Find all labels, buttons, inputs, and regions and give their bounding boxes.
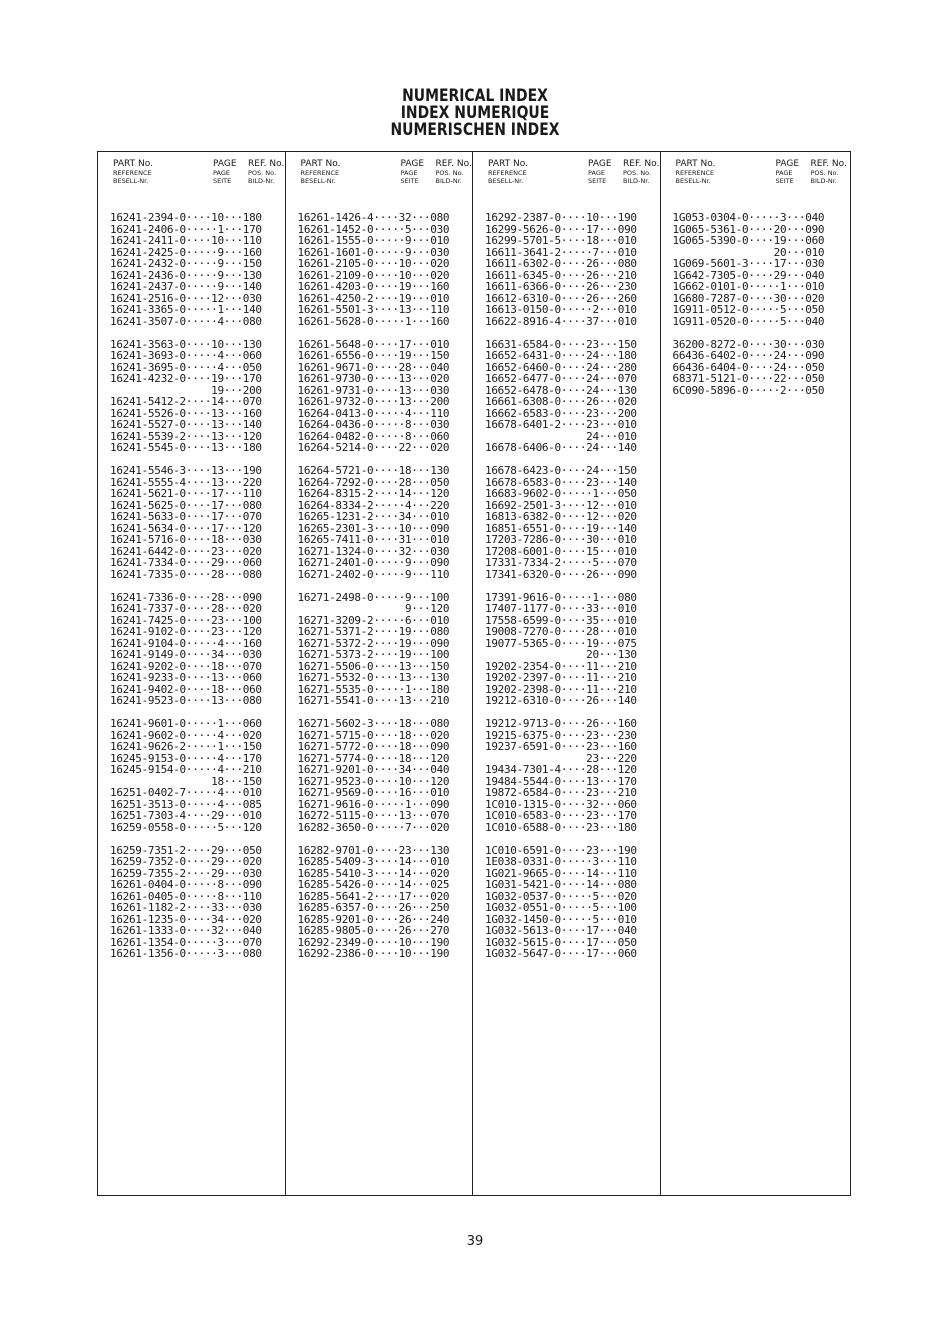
index-entry: 16241-3695-0·····4···050	[110, 360, 262, 374]
index-entry: 16271-1324-0····32···030	[297, 544, 450, 558]
index-entry: 16261-1426-4····32···080	[297, 211, 450, 224]
index-entry: 16613-0150-0·····2···010	[485, 303, 637, 316]
index-entry: 16241-9626-2·····1···150	[110, 740, 262, 753]
index-entry: 16264-8334-2·····4···220	[297, 498, 450, 512]
header-ref-no-line: POS. No.	[810, 169, 839, 177]
index-entry: 16251-0402-7·····4···010	[110, 786, 262, 799]
index-entry: 16241-7337-0····28···020	[110, 602, 262, 615]
index-entry: 16245-9153-0·····4···170	[110, 751, 262, 765]
page-number: 39	[466, 1234, 484, 1249]
header-part-no	[676, 159, 766, 185]
index-entry: 16261-9730-0····13···020	[297, 372, 450, 385]
header-part-no-line: BESELL-Nr.	[488, 177, 524, 185]
index-entry: 16285-5410-3····14···020	[297, 866, 450, 880]
header-part-no-line: BESELL-Nr.	[113, 177, 149, 185]
index-entry: 16683-9602-0·····1···050	[485, 487, 637, 500]
index-entry: 16285-6357-0····26···250	[297, 901, 450, 914]
index-entry: 17208-6001-0····15···010	[485, 544, 637, 558]
index-entry: 16292-2349-0····10···190	[297, 935, 450, 949]
index-entry: 16261-6556-0····19···150	[297, 349, 450, 362]
index-entry: 16285-5409-3····14···010	[297, 855, 450, 868]
index-entry: 16241-2425-0·····9···160	[110, 245, 262, 259]
header-ref-no-line: REF. No.	[810, 159, 847, 169]
index-entry: 16272-5115-0····13···070	[297, 809, 450, 822]
index-entry: 66436-6404-0····24···050	[672, 360, 825, 374]
header-ref-no-line: BILD-Nr.	[435, 177, 462, 185]
index-entry: 16241-5633-0····17···070	[110, 510, 262, 523]
header-ref-no-line: REF. No.	[435, 159, 472, 169]
index-entry: 1G032-0537-0·····5···020	[485, 889, 637, 903]
index-entry: 1G065-5390-0····19···060	[672, 234, 825, 247]
header-ref-no-line: REF. No.	[248, 159, 285, 169]
index-entry: 16261-0405-0·····8···110	[110, 889, 262, 903]
index-entry: 16261-0404-0·····8···090	[110, 878, 262, 891]
header-page-line: SEITE	[213, 177, 232, 185]
index-entry: 16241-2437-0·····9···140	[110, 280, 262, 293]
index-entry: 16271-9616-0·····1···090	[297, 797, 450, 811]
index-entry: 16261-1182-2····33···030	[110, 901, 262, 914]
index-entry: 16261-9671-0····28···040	[297, 360, 450, 374]
header-ref-no-line: POS. No.	[435, 169, 464, 177]
header-ref-no	[436, 159, 474, 185]
index-entry: 1G662-0101-0·····1···010	[672, 280, 825, 293]
index-entry: 19212-6310-0····26···140	[485, 694, 637, 707]
index-entry: 16261-5648-0····17···010	[297, 337, 450, 351]
index-entry: 16241-5526-0····13···160	[110, 406, 262, 420]
index-entry: 17407-1177-0····33···010	[485, 602, 637, 615]
index-entry: 16271-5371-2····19···080	[297, 625, 450, 638]
index-entry: 19237-6591-0····23···160	[485, 740, 637, 753]
index-entry: 1C010-6583-0····23···170	[485, 809, 637, 822]
index-column-4	[661, 152, 851, 1195]
index-entry: 16251-3513-0·····4···085	[110, 797, 262, 811]
index-entry: 16265-2301-3····10···090	[297, 521, 450, 535]
index-entry: 16282-9701-0····23···130	[297, 843, 450, 857]
header-page-line: PAGE	[775, 169, 793, 177]
index-entry: 16662-6583-0····23···200	[485, 406, 637, 420]
index-entry: 1C010-6588-0····23···180	[485, 820, 637, 834]
index-entry: 16271-9523-0····10···120	[297, 774, 450, 788]
index-entry: 16241-5625-0····17···080	[110, 498, 262, 512]
index-entry: 19202-2397-0····11···210	[485, 671, 637, 684]
index-entry: 1C010-1315-0····32···060	[485, 797, 637, 811]
header-ref-no-line: POS. No.	[248, 169, 277, 177]
group-spacer	[673, 327, 849, 339]
index-entry: 19212-9713-0····26···160	[485, 717, 637, 730]
index-entry: 16271-2401-0·····9···090	[297, 556, 450, 569]
header-page-line: PAGE	[400, 169, 418, 177]
header-ref-no	[811, 159, 851, 185]
index-entry: 23···220	[485, 751, 637, 765]
index-entry: 16631-6584-0····23···150	[485, 337, 637, 351]
index-entry: 16241-9523-0····13···080	[110, 694, 262, 707]
index-column-1	[98, 152, 286, 1195]
header-ref-no-line: BILD-Nr.	[623, 177, 650, 185]
header-ref-no-line: BILD-Nr.	[810, 177, 837, 185]
index-entry: 16285-5426-0····14···025	[297, 878, 450, 891]
index-entry: 1G032-0551-0·····5···100	[485, 901, 637, 914]
header-page	[401, 159, 431, 185]
index-entry: 20···010	[672, 245, 825, 259]
index-entry: 16241-2411-0····10···110	[110, 234, 262, 247]
index-entry: 16271-5372-2····19···090	[297, 636, 450, 650]
header-ref-no	[623, 159, 661, 185]
index-entry: 19202-2398-0····11···210	[485, 682, 637, 696]
index-entry: 6C090-5896-0·····2···050	[672, 383, 825, 397]
index-entry: 16652-6460-0····24···280	[485, 360, 637, 374]
index-entry: 16285-5641-2····17···020	[297, 889, 450, 903]
index-entry: 36200-8272-0····30···030	[672, 337, 825, 351]
header-page-line: PAGE	[213, 169, 230, 177]
index-entry: 1G069-5601-3····17···030	[672, 257, 825, 270]
index-entry: 16282-3650-0·····7···020	[297, 820, 450, 834]
index-entry: 16299-5701-5····18···010	[485, 234, 637, 247]
index-entry: 16261-2105-0····10···020	[297, 257, 450, 270]
index-entry: 16678-6583-0····23···140	[485, 475, 637, 489]
index-entry: 16271-2402-0·····9···110	[297, 567, 450, 581]
index-entry: 16271-3209-2·····6···010	[297, 613, 450, 627]
index-entry: 19872-6584-0····23···210	[485, 786, 637, 799]
group-spacer	[485, 833, 658, 845]
index-entry: 16241-4232-0····19···170	[110, 372, 262, 385]
index-entry: 1G032-1450-0·····5···010	[485, 912, 637, 926]
index-table	[97, 151, 851, 1196]
index-entry: 16241-9104-0·····4···160	[110, 636, 262, 650]
index-entry: 1C010-6591-0····23···190	[485, 843, 637, 857]
index-entries	[298, 212, 471, 960]
index-entry: 16271-5532-0····13···130	[297, 671, 450, 684]
column-header	[98, 152, 285, 194]
title-english: NUMERICAL INDEX	[402, 86, 548, 106]
index-entry: 16261-9731-0····13···030	[297, 383, 450, 397]
index-entry: 16241-5555-4····13···220	[110, 475, 262, 489]
index-entry: 16264-0413-0·····4···110	[297, 406, 450, 420]
group-spacer	[298, 580, 471, 592]
header-part-no	[301, 159, 391, 185]
index-entry: 24···010	[485, 429, 637, 443]
index-entry: 16241-5545-0····13···180	[110, 441, 262, 454]
index-entry: 16264-0436-0·····8···030	[297, 418, 450, 431]
index-entry: 16271-5506-0····13···150	[297, 659, 450, 673]
index-entry: 16261-5501-3····13···110	[297, 303, 450, 316]
index-entry: 16264-5721-0····18···130	[297, 464, 450, 477]
index-entry: 16261-1333-0····32···040	[110, 924, 262, 937]
index-entry: 1G032-5647-0····17···060	[485, 947, 637, 960]
index-entry: 16241-9602-0·····4···020	[110, 728, 262, 742]
header-page	[213, 159, 243, 185]
index-entry: 16241-7335-0····28···080	[110, 567, 262, 581]
index-entry: 16264-0482-0·····8···060	[297, 429, 450, 443]
index-entry: 20···130	[485, 648, 637, 661]
index-entry: 16611-3641-2·····7···010	[485, 245, 637, 259]
header-part-no-line: PART No.	[300, 159, 341, 169]
index-entry: 16241-7425-0····23···100	[110, 613, 262, 627]
index-entry: 19215-6375-0····23···230	[485, 728, 637, 742]
header-part-no	[113, 159, 203, 185]
index-entry: 16264-8315-2····14···120	[297, 487, 450, 500]
index-entry: 16285-9201-0····26···240	[297, 912, 450, 926]
header-part-no-line: REFERENCE	[675, 169, 715, 177]
index-entry: 16851-6551-0····19···140	[485, 521, 637, 535]
index-entry: 16261-4203-0····19···160	[297, 280, 450, 293]
index-entry: 16264-5214-0····22···020	[297, 441, 450, 454]
index-entry: 16611-6345-0····26···210	[485, 268, 637, 282]
index-entry: 1G911-0512-0·····5···050	[672, 303, 825, 316]
index-entry: 16241-2432-0·····9···150	[110, 257, 262, 270]
header-ref-no-line: POS. No.	[623, 169, 652, 177]
index-entry: 16259-0558-0·····5···120	[110, 820, 262, 834]
index-entry: 1G065-5361-0····20···090	[672, 222, 825, 236]
index-entry: 16241-5527-0····13···140	[110, 418, 262, 431]
group-spacer	[110, 833, 283, 845]
group-spacer	[298, 833, 471, 845]
header-page-line: PAGE	[400, 159, 425, 169]
index-entry: 16271-9569-0····16···010	[297, 786, 450, 799]
index-entry: 16612-6310-0····26···260	[485, 291, 637, 305]
index-column-2	[286, 152, 474, 1195]
header-page	[776, 159, 806, 185]
group-spacer	[110, 580, 283, 592]
index-entry: 16271-5535-0·····1···180	[297, 682, 450, 696]
index-entry: 1G021-9665-0····14···110	[485, 866, 637, 880]
index-entry: 1G053-0304-0·····3···040	[672, 211, 825, 224]
index-entry: 16264-7292-0····28···050	[297, 475, 450, 489]
index-entry: 19484-5544-0····13···170	[485, 774, 637, 788]
index-title-block	[0, 88, 950, 139]
header-ref-no-line: BILD-Nr.	[248, 177, 275, 185]
index-entry: 19434-7301-4····28···120	[485, 763, 637, 776]
index-entry: 16241-5621-0····17···110	[110, 487, 262, 500]
index-entry: 16678-6401-2····23···010	[485, 418, 637, 431]
header-page-line: SEITE	[775, 177, 794, 185]
index-entry: 17558-6599-0····35···010	[485, 613, 637, 627]
header-page-line: SEITE	[400, 177, 419, 185]
index-entry: 16261-1354-0·····3···070	[110, 935, 262, 949]
index-entry: 16261-4250-2····19···010	[297, 291, 450, 305]
index-entry: 16241-9402-0····18···060	[110, 682, 262, 696]
header-ref-no	[248, 159, 286, 185]
header-page-line: PAGE	[775, 159, 800, 169]
index-entry: 1G680-7287-0····30···020	[672, 291, 825, 305]
group-spacer	[110, 327, 283, 339]
index-entry: 16271-5373-2····19···100	[297, 648, 450, 661]
index-entry: 16241-2394-0····10···180	[110, 211, 262, 224]
index-entry: 16241-9601-0·····1···060	[110, 717, 262, 730]
index-entry: 16261-2109-0····10···020	[297, 268, 450, 282]
header-part-no-line: BESELL-Nr.	[675, 177, 711, 185]
index-entry: 19···200	[110, 383, 262, 397]
index-entry: 16622-8916-4····37···010	[485, 314, 637, 328]
group-spacer	[485, 327, 658, 339]
header-part-no-line: PART No.	[675, 159, 716, 169]
index-entry: 16661-6308-0····26···020	[485, 395, 637, 408]
index-entry: 16241-2406-0·····1···170	[110, 222, 262, 236]
index-entry: 16271-5772-0····18···090	[297, 740, 450, 753]
index-entry: 16813-6382-0····12···020	[485, 510, 637, 523]
header-page-line: PAGE	[213, 159, 237, 169]
index-entry: 17341-6320-0····26···090	[485, 567, 637, 581]
index-entry: 16261-1601-0·····9···030	[297, 245, 450, 259]
index-entry: 16261-1356-0·····3···080	[110, 947, 262, 960]
index-entry: 16285-9805-0····26···270	[297, 924, 450, 937]
index-entry: 16241-3507-0·····4···080	[110, 314, 262, 328]
index-entry: 16692-2501-3····12···010	[485, 498, 637, 512]
index-entry: 1G642-7305-0····29···040	[672, 268, 825, 282]
index-entry: 16271-5774-0····18···120	[297, 751, 450, 765]
header-part-no-line: REFERENCE	[300, 169, 340, 177]
index-entry: 16241-3563-0····10···130	[110, 337, 262, 351]
header-part-no-line: BESELL-Nr.	[300, 177, 336, 185]
title-french: INDEX NUMERIQUE	[400, 103, 550, 123]
header-page	[588, 159, 618, 185]
index-entry: 17203-7286-0····30···010	[485, 533, 637, 546]
index-entry: 16652-6431-0····24···180	[485, 349, 637, 362]
index-entry: 16241-9102-0····23···120	[110, 625, 262, 638]
index-entry: 18···150	[110, 774, 262, 788]
index-entry: 16611-6302-0····26···080	[485, 257, 637, 270]
header-part-no-line: REFERENCE	[488, 169, 527, 177]
index-entry: 16261-1555-0·····9···010	[297, 234, 450, 247]
index-entry: 16241-3365-0·····1···140	[110, 303, 262, 316]
index-entry: 16241-5716-0····18···030	[110, 533, 262, 546]
index-entry: 16652-6477-0····24···070	[485, 372, 637, 385]
index-entry: 16265-7411-0····31···010	[297, 533, 450, 546]
index-entry: 16261-1452-0·····5···030	[297, 222, 450, 236]
index-entry: 19008-7270-0····28···010	[485, 625, 637, 638]
group-spacer	[298, 327, 471, 339]
index-entry: 1G032-5615-0····17···050	[485, 935, 637, 949]
index-entry: 16241-6442-0····23···020	[110, 544, 262, 558]
index-entries	[673, 212, 849, 396]
index-entry: 16259-7355-2····29···030	[110, 866, 262, 880]
index-entry: 16241-7334-0····29···060	[110, 556, 262, 569]
index-entry: 66436-6402-0····24···090	[672, 349, 825, 362]
group-spacer	[485, 580, 658, 592]
index-entry: 16271-5715-0····18···020	[297, 728, 450, 742]
index-entry: 9···120	[297, 602, 450, 615]
index-entry: 16292-2387-0····10···190	[485, 211, 637, 224]
index-entry: 16271-2498-0·····9···100	[297, 590, 450, 604]
index-entry: 1G032-5613-0····17···040	[485, 924, 637, 937]
index-entry: 16241-3693-0·····4···060	[110, 349, 262, 362]
header-page-line: SEITE	[588, 177, 607, 185]
index-entry: 16678-6406-0····24···140	[485, 441, 637, 454]
column-header	[661, 152, 851, 194]
index-entry: 16241-9233-0····13···060	[110, 671, 262, 684]
index-entry: 68371-5121-0····22···050	[672, 372, 825, 385]
index-entry: 16292-2386-0····10···190	[297, 947, 450, 960]
index-entry: 16271-9201-0····34···040	[297, 763, 450, 776]
index-entry: 16261-5628-0·····1···160	[297, 314, 450, 328]
index-entry: 1G911-0520-0·····5···040	[672, 314, 825, 328]
index-entry: 16241-5412-2····14···070	[110, 395, 262, 408]
index-entry: 16241-2436-0·····9···130	[110, 268, 262, 282]
index-entry: 16241-7336-0····28···090	[110, 590, 262, 604]
index-entry: 1E038-0331-0·····3···110	[485, 855, 637, 868]
index-entry: 17331-7334-2·····5···070	[485, 556, 637, 569]
index-entry: 16265-1231-2····34···010	[297, 510, 450, 523]
index-entry: 17391-9616-0·····1···080	[485, 590, 637, 604]
index-entry: 16241-9202-0····18···070	[110, 659, 262, 673]
header-part-no-line: REFERENCE	[113, 169, 152, 177]
column-header	[286, 152, 473, 194]
index-entry: 16652-6478-0····24···130	[485, 383, 637, 397]
index-column-3	[473, 152, 661, 1195]
index-entry: 16259-7352-0····29···020	[110, 855, 262, 868]
index-entry: 16271-5541-0····13···210	[297, 694, 450, 707]
index-entry: 19202-2354-0····11···210	[485, 659, 637, 673]
index-entry: 16299-5626-0····17···090	[485, 222, 637, 236]
index-entry: 16251-7303-4····29···010	[110, 809, 262, 822]
column-header	[473, 152, 660, 194]
index-entry: 16241-5539-2····13···120	[110, 429, 262, 443]
index-entry: 16241-2516-0····12···030	[110, 291, 262, 305]
index-entries	[110, 212, 283, 960]
index-entries	[485, 212, 658, 960]
index-entry: 16678-6423-0····24···150	[485, 464, 637, 477]
header-page-line: PAGE	[588, 169, 605, 177]
header-page-line: PAGE	[588, 159, 612, 169]
index-entry: 16611-6366-0····26···230	[485, 280, 637, 293]
index-entry: 16261-1235-0····34···020	[110, 912, 262, 926]
index-entry: 16245-9154-0·····4···210	[110, 763, 262, 776]
header-ref-no-line: REF. No.	[623, 159, 660, 169]
header-part-no	[488, 159, 578, 185]
index-entry: 1G031-5421-0····14···080	[485, 878, 637, 891]
header-part-no-line: PART No.	[113, 159, 153, 169]
index-entry: 16261-9732-0····13···200	[297, 395, 450, 408]
index-entry: 16271-5602-3····18···080	[297, 717, 450, 730]
index-entry: 16241-9149-0····34···030	[110, 648, 262, 661]
index-entry: 16259-7351-2····29···050	[110, 843, 262, 857]
index-entry: 19077-5365-0····19···075	[485, 636, 637, 650]
index-entry: 16241-5546-3····13···190	[110, 464, 262, 477]
header-part-no-line: PART No.	[488, 159, 528, 169]
title-german: NUMERISCHEN INDEX	[390, 120, 560, 140]
index-entry: 16241-5634-0····17···120	[110, 521, 262, 535]
